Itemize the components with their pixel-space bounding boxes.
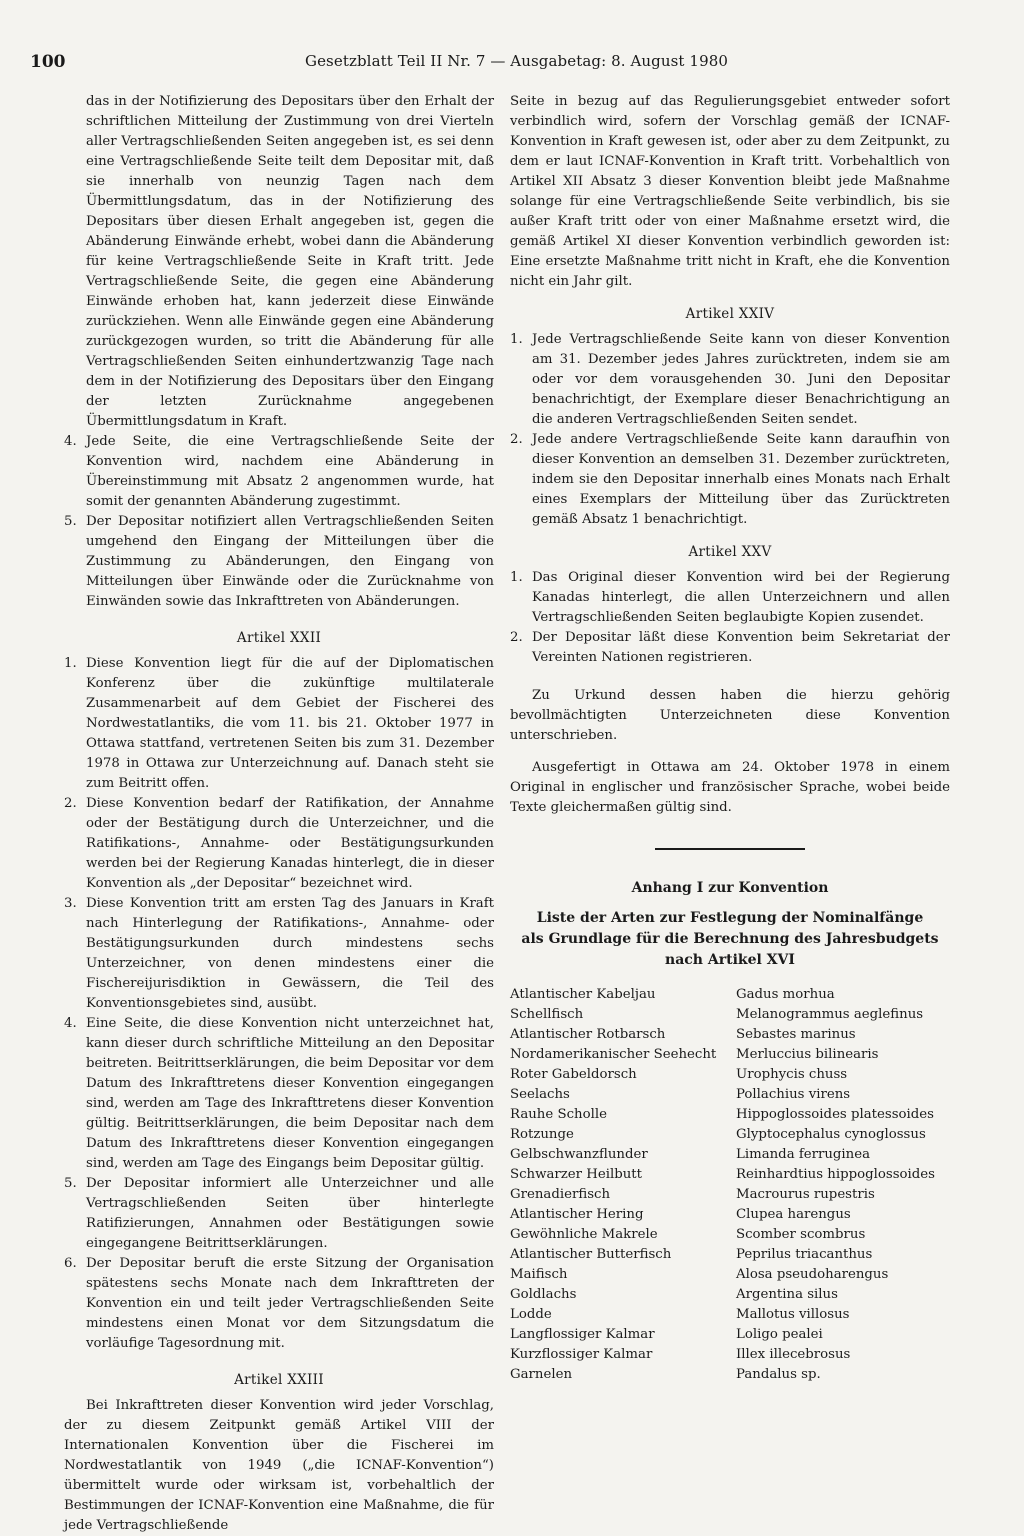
page-number: 100	[30, 52, 66, 72]
section-divider	[655, 848, 805, 850]
annex-subtitle: Liste der Arten zur Festlegung der Nominalfänge als Grundlage für die Berechnung des Jahresbudgets nach Artikel XVI	[521, 910, 939, 968]
article-xxiv-items	[510, 330, 950, 530]
list-item: Grenadierfisch	[510, 1187, 611, 1202]
list-item: 1. Das Original dieser Konvention wird bei der Regierung Kanadas hinterlegt, die allen Unterzeichnern und allen Vertragschließenden Seiten beglaubigte Kopien zusendet.	[510, 570, 950, 625]
article-xxiii-heading: Artikel XXIII	[234, 1372, 324, 1388]
list-item: Atlantischer Rotbarsch	[510, 1027, 666, 1042]
list-item: Pollachius virens	[736, 1087, 851, 1102]
list-item: Reinhardtius hippoglossoides	[736, 1167, 935, 1182]
list-item: Langflossiger Kalmar	[510, 1327, 655, 1342]
list-item: Illex illecebrosus	[736, 1347, 851, 1362]
species-table	[510, 985, 950, 1385]
species-latin-names	[736, 985, 950, 1385]
running-title: Gesetzblatt Teil II Nr. 7 — Ausgabetag: 8. August 1980	[305, 52, 729, 70]
list-item: Kurzflossiger Kalmar	[510, 1347, 653, 1362]
list-item: Nordamerikanischer Seehecht	[510, 1047, 717, 1062]
left-column	[64, 92, 494, 1536]
continuation-paragraph: das in der Notifizierung des Depositars über den Erhalt der schriftlichen Mitteilung der Zustimmung von drei Vierteln aller Vertragschließenden Seiten angegeben ist, es sei denn eine Vertragschließende Seite teilt dem Depositar mit, daß sie innerhalb von neunzig Tagen nach dem Übermittlungsdatum, das in der Notifizierung des Depositars über diesen Erhalt angegeben ist, gegen die Abänderung Einwände erhebt, wobei dann die Abänderung für keine Vertragschließende Seite in Kraft tritt. Jede Vertragschließende Seite, die gegen eine Abänderung Einwände erhoben hat, kann jederzeit diese Einwände zurückziehen. Wenn alle Einwände gegen eine Abänderung zurückgezogen wurden, so tritt die Abänderung für alle Vertragschließenden Seiten einhundertzwanzig Tage nach dem in der Notifizierung des Depositars über den Eingang der letzten Zurücknahme angegebenen Übermittlungsdatum in Kraft.	[86, 94, 494, 429]
annex-title: Anhang I zur Konvention	[631, 880, 829, 896]
article-xxiv-heading: Artikel XXIV	[685, 306, 775, 322]
list-item: Scomber scombrus	[736, 1227, 866, 1242]
list-item: Atlantischer Butterfisch	[510, 1247, 672, 1262]
list-item: Gelbschwanzflunder	[510, 1147, 648, 1162]
list-item: 4. Eine Seite, die diese Konvention nicht unterzeichnet hat, kann dieser durch schriftliche Mitteilung an den Depositar beitreten. Beitrittserklärungen, die beim Depositar vor dem Datum des Inkrafttretens dieser Konvention eingegangen sind, werden am Tage des Inkrafttretens dieser Konvention gültig. Beitrittserklärungen, die beim Depositar nach dem Datum des Inkrafttretens dieser Konvention eingegangen sind, werden am Tage des Eingangs beim Depositar gültig.	[64, 1016, 494, 1171]
list-item: Seelachs	[510, 1087, 570, 1102]
list-item: Schellfisch	[510, 1007, 584, 1022]
list-item: Atlantischer Hering	[510, 1207, 644, 1222]
list-item: Argentina silus	[736, 1287, 838, 1302]
article-xxv-heading: Artikel XXV	[688, 544, 772, 560]
list-item: Merluccius bilinearis	[736, 1047, 879, 1062]
list-item: Loligo pealei	[736, 1327, 823, 1342]
list-item: Maifisch	[510, 1267, 568, 1282]
list-item: Alosa pseudoharengus	[736, 1267, 889, 1282]
list-item: Atlantischer Kabeljau	[510, 987, 656, 1002]
list-item: Mallotus villosus	[736, 1307, 850, 1322]
list-item: 4. Jede Seite, die eine Vertragschließende Seite der Konvention wird, nachdem eine Abänderung in Übereinstimmung mit Absatz 2 angenommen wurde, hat somit der genannten Abänderung zugestimmt.	[64, 434, 494, 509]
list-item: Melanogrammus aeglefinus	[736, 1007, 924, 1022]
species-common-names	[510, 985, 736, 1385]
page-header	[30, 52, 970, 82]
list-item: Peprilus triacanthus	[736, 1247, 873, 1262]
article-xxv-items	[510, 568, 950, 668]
list-item: 2. Der Depositar läßt diese Konvention beim Sekretariat der Vereinten Nationen registrieren.	[510, 630, 950, 665]
article-xxiii-continued: Seite in bezug auf das Regulierungsgebiet entweder sofort verbindlich wird, sofern der Vorschlag gemäß der ICNAF-Konvention in Kraft gewesen ist, oder aber zu dem Zeitpunkt, zu dem er laut ICNAF-Konvention in Kraft tritt. Vorbehaltlich von Artikel XII Absatz 3 dieser Konvention bleibt jede Maßnahme solange für eine Vertragschließende Seite verbindlich, bis sie außer Kraft tritt oder von einer Maßnahme ersetzt wird, die gemäß Artikel XI dieser Konvention verbindlich geworden ist: Eine ersetzte Maßnahme tritt nicht in Kraft, ehe die Konvention nicht ein Jahr gilt.	[510, 94, 950, 289]
list-item: Gadus morhua	[736, 987, 835, 1002]
article-xxii-heading: Artikel XXII	[236, 630, 322, 646]
list-item: Rotzunge	[510, 1127, 574, 1142]
list-item: 6. Der Depositar beruft die erste Sitzung der Organisation spätestens sechs Monate nach dem Inkrafttreten der Konvention ein und teilt jeder Vertragschließenden Seite mindestens einen Monat vor dem Sitzungsdatum die vorläufige Tagesordnung mit.	[64, 1256, 494, 1351]
article-xxii-items	[64, 654, 494, 1354]
right-column	[510, 92, 950, 1385]
list-item: 3. Diese Konvention tritt am ersten Tag des Januars in Kraft nach Hinterlegung der Ratifikations-, Annahme- oder Bestätigungsurkunden durch mindestens sechs Unterzeichner, von denen mindestens einer die Fischereijurisdiktion in Gewässern, die Teil des Konventionsgebietes sind, ausübt.	[64, 896, 494, 1011]
list-item: Lodde	[510, 1307, 552, 1322]
list-item: Goldlachs	[510, 1287, 577, 1302]
list-item: Garnelen	[510, 1367, 573, 1382]
article-xxiii-paragraph: Bei Inkrafttreten dieser Konvention wird jeder Vorschlag, der zu diesem Zeitpunkt gemäß Artikel VIII der Internationalen Konvention über die Fischerei im Nordwestatlantik von 1949 („die ICNAF-Konvention“) übermittelt wurde oder wirksam ist, vorbehaltlich der Bestimmungen der ICNAF-Konvention eine Maßnahme, die für jede Vertragschließende	[64, 1398, 494, 1533]
amendment-items	[64, 432, 494, 612]
list-item: 5. Der Depositar informiert alle Unterzeichner und alle Vertragschließenden Seiten über hinterlegte Ratifizierungen, Annahmen oder Bestätigungen sowie eingegangene Beitrittserklärungen.	[64, 1176, 494, 1251]
list-item: Hippoglossoides platessoides	[736, 1107, 934, 1122]
list-item: 2. Diese Konvention bedarf der Ratifikation, der Annahme oder der Bestätigung durch die Unterzeichner, und die Ratifikations-, Annahme- oder Bestätigungsurkunden werden bei der Regierung Kanadas hinterlegt, die in dieser Konvention als „der Depositar“ bezeichnet wird.	[64, 796, 494, 891]
list-item: Urophycis chuss	[736, 1067, 848, 1082]
list-item: Gewöhnliche Makrele	[510, 1227, 658, 1242]
list-item: Macrourus rupestris	[736, 1187, 875, 1202]
list-item: 2. Jede andere Vertragschließende Seite kann daraufhin von dieser Konvention an demselben 31. Dezember zurücktreten, indem sie den Depositar innerhalb eines Monats nach Erhalt eines Exemplars der Mitteilung über das Zurücktreten gemäß Absatz 1 benachrichtigt.	[510, 432, 950, 527]
list-item: Glyptocephalus cynoglossus	[736, 1127, 926, 1142]
list-item: Pandalus sp.	[736, 1367, 821, 1382]
list-item: 5. Der Depositar notifiziert allen Vertragschließenden Seiten umgehend den Eingang der Mitteilungen über die Zustimmung zu Abänderungen, den Eingang von Mitteilungen über Einwände oder die Zurücknahme von Einwänden sowie das Inkrafttreten von Abänderungen.	[64, 514, 494, 609]
list-item: 1. Diese Konvention liegt für die auf der Diplomatischen Konferenz über die zukünftige multilaterale Zusammenarbeit auf dem Gebiet der Fischerei des Nordwestatlantiks, die vom 11. bis 21. Oktober 1977 in Ottawa stattfand, vertretenen Seiten bis zum 31. Dezember 1978 in Ottawa zur Unterzeichnung auf. Danach steht sie zum Beitritt offen.	[64, 656, 494, 791]
witness-clause: Zu Urkund dessen haben die hierzu gehörig bevollmächtigten Unterzeichneten diese Konvention unterschrieben.	[510, 688, 950, 743]
done-clause: Ausgefertigt in Ottawa am 24. Oktober 1978 in einem Original in englischer und französischer Sprache, wobei beide Texte gleichermaßen gültig sind.	[510, 760, 950, 815]
list-item: Sebastes marinus	[736, 1027, 856, 1042]
list-item: Roter Gabeldorsch	[510, 1067, 637, 1082]
list-item: Schwarzer Heilbutt	[510, 1167, 642, 1182]
list-item: Clupea harengus	[736, 1207, 851, 1222]
list-item: Rauhe Scholle	[510, 1107, 607, 1122]
list-item: 1. Jede Vertragschließende Seite kann von dieser Konvention am 31. Dezember jedes Jahres zurücktreten, indem sie am oder vor dem vorausgehenden 30. Juni den Depositar benachrichtigt, der Exemplare dieser Benachrichtigung an die anderen Vertragschließenden Seiten sendet.	[510, 332, 950, 427]
list-item: Limanda ferruginea	[736, 1147, 871, 1162]
